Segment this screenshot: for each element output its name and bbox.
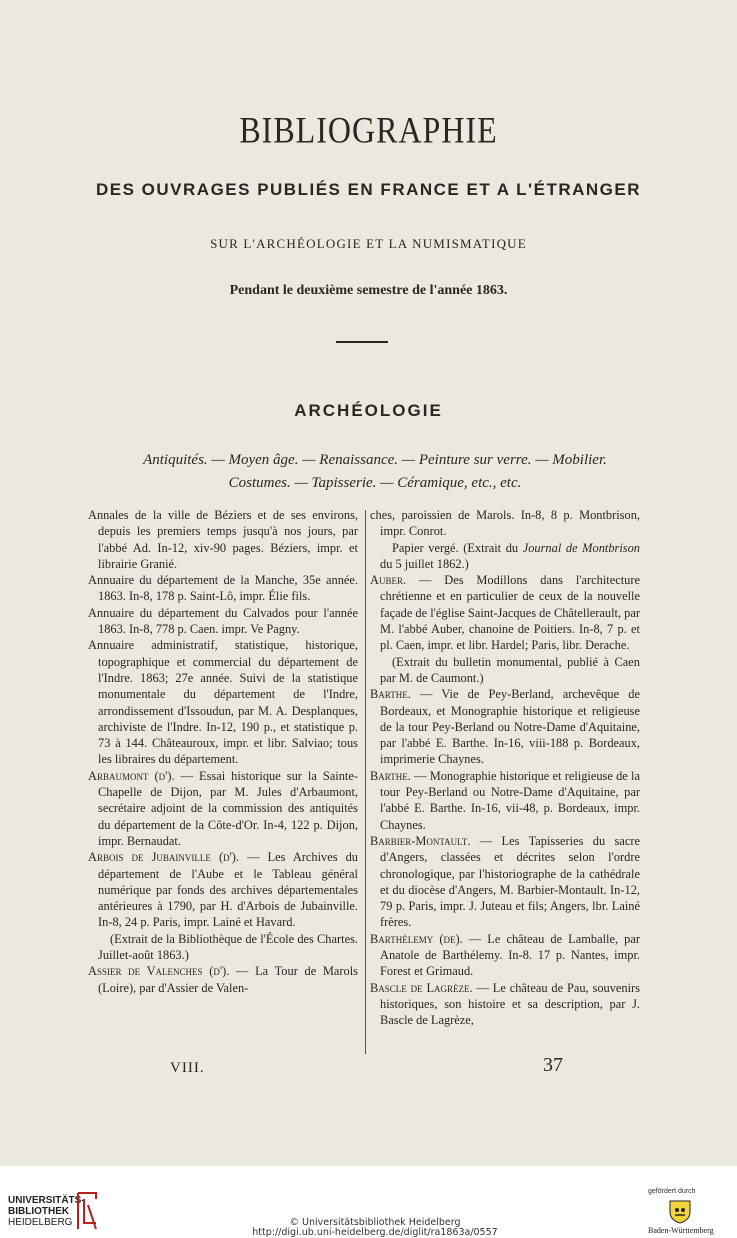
entry-text: (Extrait de la Bibliothèque de l'École des Chartes. Juillet-août 1863.) (98, 931, 358, 963)
footer-info (230, 1218, 520, 1238)
right-column (370, 507, 640, 1029)
entry-author: Arbaumont (d'). (88, 768, 175, 783)
library-mark-icon (74, 1191, 100, 1236)
bibliography-entry (370, 572, 640, 653)
entry-italic: Journal de Montbrison (522, 540, 641, 555)
bibliography-entry (370, 833, 640, 931)
page-number: 37 (543, 1054, 563, 1076)
page-title: BIBLIOGRAPHIE (239, 109, 498, 151)
entry-author: Bascle de Lagrèze. (370, 980, 473, 995)
entry-text: ches, paroissien de Marols. In-8, 8 p. Montbrison, impr. Conrot. (370, 508, 640, 539)
entry-text: — Les Tapisseries du sacre d'Angers, classées et décrites selon l'ordre chronologique, par l'historiographe de la cathédrale et du diocèse d'Angers, M. Barbier-Montault. In-12, 79 p. Paris, impr. J. Juteau et fils; Angers, lbr. Lainé frères. (380, 833, 640, 930)
entry-text: — Le château de Pau, souvenirs historiques, son histoire et sa description, par J. Bascle de Lagrèze, (380, 980, 640, 1028)
bibliography-entry (88, 572, 358, 605)
baden-wuerttemberg-crest-icon (666, 1198, 694, 1229)
entry-author: Assier de Valenches (d'). (88, 964, 230, 979)
entry-text: — La Tour de Marols (Loire), par d'Assier de Valen- (98, 964, 358, 995)
page-subtitle: DES OUVRAGES PUBLIÉS EN FRANCE ET A L'ÉTRANGER (96, 180, 641, 199)
entry-text: — Vie de Pey-Berland, archevêque de Bordeaux, et Monographie historique et religieuse de la tour Pey-Berland ou Notre-Dame d'Aquitaine, par l'abbé E. Barthe. In-16, viii-188 p. Bordeaux, imprimerie Chaynes. (380, 687, 640, 767)
entry-text: Papier vergé. (Extrait du (392, 540, 523, 555)
page-subtitle-secondary: SUR L'ARCHÉOLOGIE ET LA NUMISMATIQUE (210, 236, 527, 251)
bibliography-entry (88, 507, 358, 572)
bibliography-entry (370, 686, 640, 767)
subjects-line-1: Antiquités. — Moyen âge. — Renaissance. — Peinture sur verre. — Mobilier. (143, 452, 607, 468)
entry-text: (Extrait du bulletin monumental, publié à Caen par M. de Caumont.) (380, 654, 640, 685)
permalink[interactable]: http://digi.ub.uni-heidelberg.de/diglit/ra1863a/0557 (252, 1227, 498, 1238)
bibliography-entry (370, 931, 640, 980)
subjects-line-2: Costumes. — Tapisserie. — Céramique, etc., etc. (228, 475, 522, 491)
library-name-line-2: BIBLIOTHEK (8, 1206, 70, 1217)
bibliography-note (88, 931, 358, 964)
bibliography-entry (88, 605, 358, 638)
bibliography-entry (88, 637, 358, 767)
entry-text: — Des Modillons dans l'architecture chrétienne et en particulier de ceux de la nouvelle façade de l'église Saint-Jacques de Châtellerault, par M. l'abbé Auber, chanoine de Poitiers. In-8, 7 p. et pl. Caen, impr. et libr. Hardel; Paris, libr. Derache. (380, 573, 640, 653)
library-name-line-3: HEIDELBERG (8, 1217, 73, 1228)
entry-author: Auber. (370, 573, 407, 588)
signature-mark: VIII. (170, 1060, 205, 1076)
bibliography-entry (370, 507, 640, 540)
sponsor-label: gefördert durch (648, 1188, 696, 1195)
copyright-text: © Universitätsbibliothek Heidelberg (289, 1217, 461, 1228)
entry-text-after: du 5 juillet 1862.) (380, 556, 469, 571)
bibliography-note (370, 654, 640, 687)
bibliography-entry (88, 963, 358, 996)
entry-text: — Le château de Lamballe, par Anatole de Barthélemy. In-8. 17 p. Nantes, impr. Forest et Grimaud. (380, 931, 640, 979)
entry-author: Barthe. (370, 768, 411, 783)
entry-author: Arbois de Jubainville (d'). (88, 850, 240, 865)
entry-text: — Monographie historique et religieuse de la tour Pey-Berland ou Notre-Dame d'Aquitaine, par l'abbé E. Barthe. In-16, vii-48, p. Bordeaux, impr. Chaynes. (380, 768, 640, 832)
column-divider (365, 510, 366, 1054)
sponsor-name: Baden-Württemberg (648, 1226, 714, 1235)
section-subjects (85, 449, 665, 495)
bibliography-note (370, 540, 640, 573)
section-heading: ARCHÉOLOGIE (294, 401, 443, 420)
entry-author: Barthélemy (de). (370, 931, 463, 946)
bibliography-entry (370, 980, 640, 1029)
entry-text: — Les Archives du département de l'Aube et le Tableau général numérique par fonds des archives départementales antérieures à 1790, par H. d'Arbois de Jubainville. In-8, 24 p. Paris, impr. Lainé et Havard. (98, 850, 358, 930)
period-line: Pendant le deuxième semestre de l'année 1863. (229, 283, 508, 298)
entry-text: Annuaire administratif, statistique, historique, topographique et commercial du département de l'Indre. 1863; 27e année. Suivi de la statistique monumentale du département de l'Indre, arrondissement d'Issoudun, par M. A. Desplanques, archiviste de l'Indre. In-12, 190 p., et statistique p. 73 à 144. Châteauroux, impr. et libr. Salviao; tous les libraires du département. (88, 638, 358, 767)
bibliography-entry (88, 849, 358, 930)
bibliography-entry (370, 768, 640, 833)
entry-text: — Essai historique sur la Sainte-Chapelle de Dijon, par M. Jules d'Arbaumont, secrétaire adjoint de la commission des antiquités du département de la Côte-d'Or. In-4, 122 p. Dijon, impr. Bernaudat. (98, 768, 358, 848)
entry-text: Annales de la ville de Béziers et de ses environs, depuis les premiers temps jusqu'à nos jours, par l'abbé Ad. In-12, xiv-90 pages. Béziers, impr. et librairie Granié. (88, 508, 358, 571)
entry-text: Annuaire du département de la Manche, 35e année. 1863. In-8, 178 p. Saint-Lô, impr. Élie fils. (88, 573, 358, 604)
title-rule (336, 341, 388, 343)
entry-author: Barthe. (370, 687, 411, 702)
left-column (88, 507, 358, 996)
library-name-line-1: UNIVERSITÄTS- (8, 1195, 85, 1206)
entry-author: Barbier-Montault. (370, 833, 471, 848)
entry-text: Annuaire du département du Calvados pour l'année 1863. In-8, 778 p. Caen. impr. Ve Pagny. (88, 605, 358, 637)
bibliography-entry (88, 768, 358, 849)
